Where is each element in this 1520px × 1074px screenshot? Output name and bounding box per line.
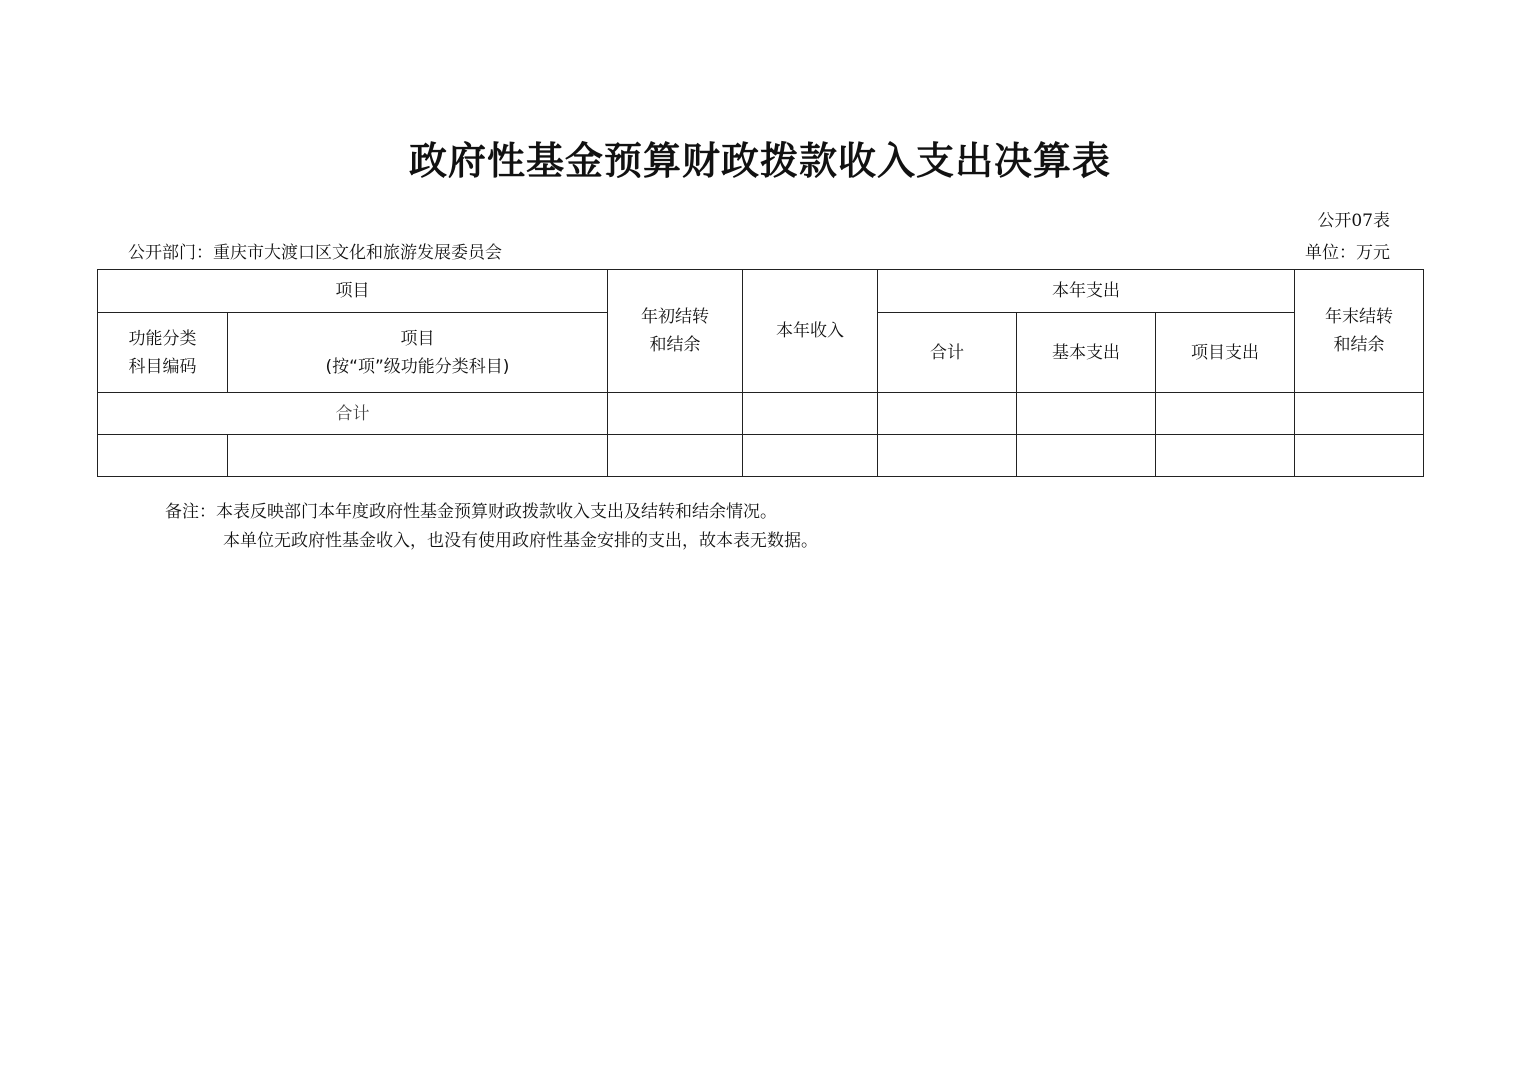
row-end-cell (1295, 435, 1424, 477)
row-name-cell (228, 435, 608, 477)
header-income: 本年收入 (743, 270, 878, 393)
header-end-balance (1295, 270, 1424, 393)
header-name (228, 313, 608, 393)
header-end-line2: 和结余 (1333, 335, 1385, 355)
header-name-line2: (按“项”级功能分类科目) (325, 356, 510, 377)
note-line-2: 本单位无政府性基金收入，也没有使用政府性基金安排的支出，故本表无数据。 (223, 531, 818, 551)
header-code-line2: 科目编码 (128, 356, 197, 377)
department-label: 公开部门：重庆市大渡口区文化和旅游发展委员会 (128, 243, 502, 263)
total-expense-cell (878, 393, 1017, 435)
header-name-line1: 项目 (400, 328, 435, 349)
header-begin-balance (608, 270, 743, 393)
row-project-cell (1156, 435, 1295, 477)
header-code (98, 313, 228, 393)
unit-label: 单位：万元 (1305, 243, 1390, 263)
header-expense: 本年支出 (878, 270, 1295, 313)
notes (165, 498, 818, 556)
note-line-1: 备注：本表反映部门本年度政府性基金预算财政拨款收入支出及结转和结余情况。 (165, 502, 777, 522)
header-begin-line1: 年初结转 (641, 307, 709, 327)
row-begin-cell (608, 435, 743, 477)
header-item: 项目 (98, 270, 608, 313)
header-expense-project: 项目支出 (1156, 313, 1295, 393)
budget-table (97, 269, 1424, 477)
total-end-cell (1295, 393, 1424, 435)
row-expense-cell (878, 435, 1017, 477)
form-number: 公开07表 (1317, 211, 1390, 231)
page-title: 政府性基金预算财政拨款收入支出决算表 (408, 139, 1111, 183)
header-expense-total: 合计 (878, 313, 1017, 393)
row-income-cell (743, 435, 878, 477)
header-expense-basic: 基本支出 (1017, 313, 1156, 393)
header-begin-line2: 和结余 (649, 335, 701, 355)
row-code-cell (98, 435, 228, 477)
header-code-line1: 功能分类 (128, 328, 197, 349)
total-basic-cell (1017, 393, 1156, 435)
total-income-cell (743, 393, 878, 435)
total-begin-cell (608, 393, 743, 435)
total-label: 合计 (98, 393, 608, 435)
row-basic-cell (1017, 435, 1156, 477)
total-project-cell (1156, 393, 1295, 435)
header-row-1 (98, 270, 1424, 313)
total-row (98, 393, 1424, 435)
table-row (98, 435, 1424, 477)
header-end-line1: 年末结转 (1325, 307, 1393, 327)
